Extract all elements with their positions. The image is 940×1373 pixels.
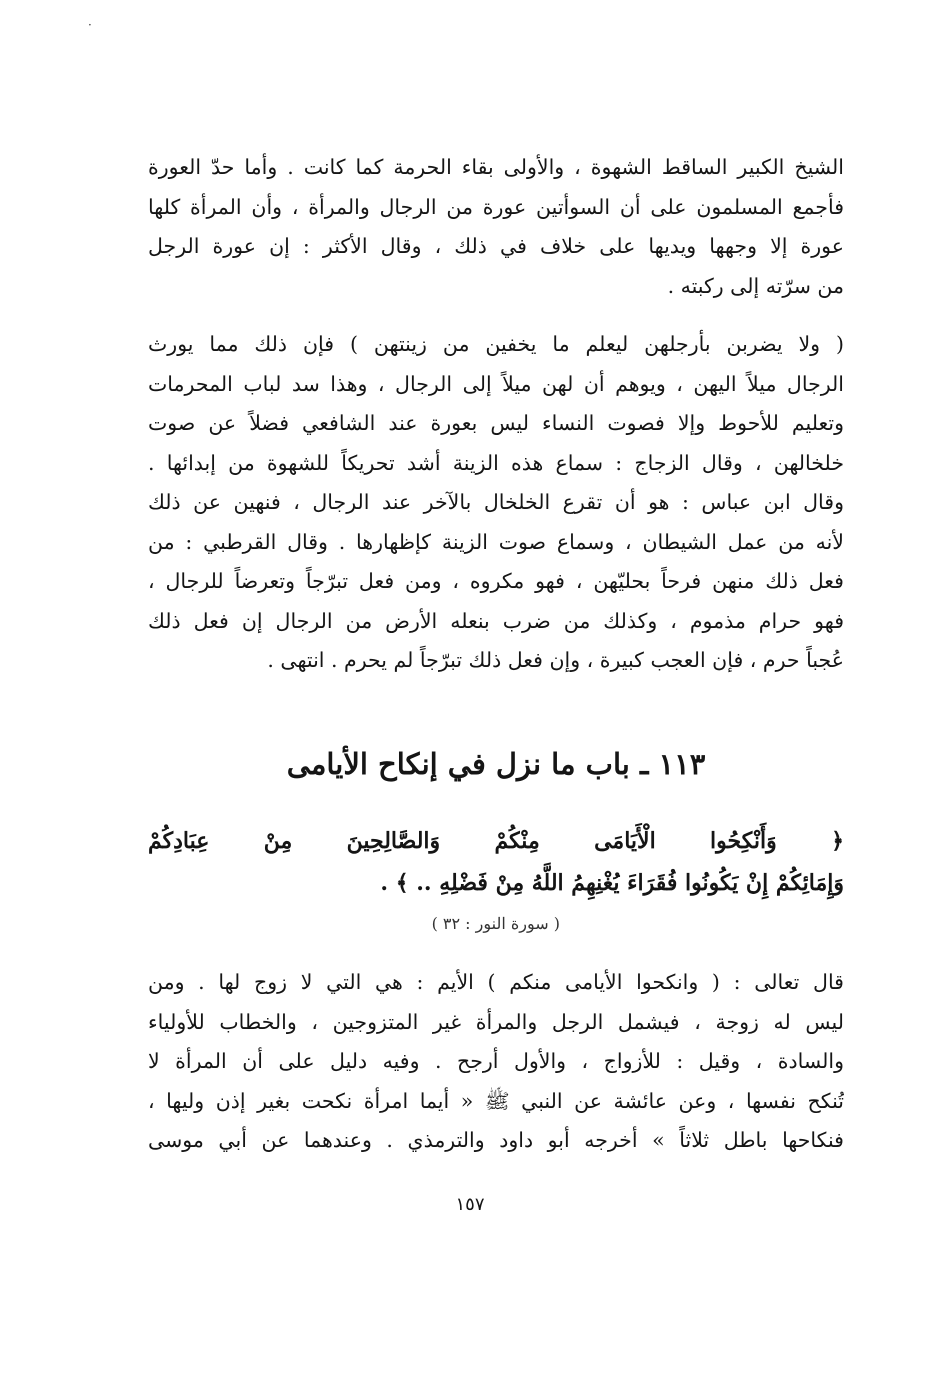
text-line: خلخالهن ، وقال الزجاج : سماع هذه الزينة أشد تحريكاً للشهوة من إبدائها . (148, 450, 844, 475)
text-line: عُجباً حرم ، فإن العجب كبيرة ، وإن فعل ذلك تبرّجاً لم يحرم . انتهى . (267, 648, 844, 672)
text-line: من سرّته إلى ركبته . (667, 273, 844, 298)
text-line: لأنه من عمل الشيطان ، وسماع صوت الزينة كإظهارها . وقال القرطبي : من (148, 529, 844, 554)
quran-verse (148, 820, 844, 904)
text-line: فعل ذلك منهن فرحاً بحليّهن ، فهو مكروه ، ومن فعل تبرّجاً وتعرضاً للرجال ، (148, 569, 844, 593)
chapter-heading: ١١٣ ـ باب ما نزل في إنكاح الأيامى (286, 747, 706, 781)
text-line: ليس له زوجة ، فيشمل الرجل والمرأة غير المتزوجين ، والخطاب للأولياء (148, 1009, 844, 1034)
text-line: تُنكح نفسها ، وعن عائشة عن النبي ﷺ « أيما امرأة نكحت بغير إذن وليها ، (148, 1088, 844, 1113)
text-line: فأجمع المسلمون على أن السوأتين عورة من الرجال والمرأة ، وأن المرأة كلها (148, 194, 844, 219)
text-line: وقال ابن عباس : هو أن تقرع الخلخال بالآخر عند الرجال ، فنهين عن ذلك (148, 490, 844, 514)
paragraph-adornment (148, 325, 844, 681)
text-line: قال تعالى : ( وانكحوا الأيامى منكم ) الأيم : هي التي لا زوج لها . ومن (148, 970, 844, 994)
text-line: وتعليم للأحوط وإلا فصوت النساء ليس بعورة عند الشافعي فضلاً عن صوت (148, 411, 844, 435)
text-line: الرجال ميلاً اليهن ، ويوهم أن لهن ميلاً إلى الرجال ، وهذا سد لباب المحرمات (148, 371, 844, 396)
text-line: عورة إلا وجهها ويديها على خلاف في ذلك ، وقال الأكثر : إن عورة الرجل (148, 234, 844, 258)
paragraph-awrah (148, 148, 844, 306)
text-line: الشيخ الكبير الساقط الشهوة ، والأولى بقاء الحرمة كما كانت . وأما حدّ العورة (148, 155, 844, 179)
text-line: والسادة ، وقيل : للأزواج ، والأول أرجح . وفيه دليل على أن المرأة لا (148, 1049, 844, 1073)
verse-reference: ( سورة النور : ٣٢ ) (431, 914, 560, 933)
verse-line: وَإِمَائِكُمْ إِنْ يَكُونُوا فُقَرَاءَ يُغْنِهِمُ اللَّهُ مِنْ فَضْلِهِ .. ﴾ . (380, 870, 844, 896)
text-line: ( ولا يضربن بأرجلهن ليعلم ما يخفين من زينتهن ) فإن ذلك مما يورث (148, 332, 844, 356)
paragraph-commentary (148, 963, 844, 1161)
verse-line: ﴿ وَأَنْكِحُوا الْأَيَامَى مِنْكُمْ وَالصَّالِحِينَ مِنْ عِبَادِكُمْ (148, 828, 844, 854)
page-number: ١٥٧ (455, 1194, 485, 1215)
corner-mark: · (88, 18, 92, 32)
text-line: فهو حرام مذموم ، وكذلك من ضرب بنعله الأرض من الرجال إن فعل ذلك (148, 608, 844, 633)
text-line: فنكاحها باطل ثلاثاً » أخرجه أبو داود والترمذي . وعندهما عن أبي موسى (148, 1128, 844, 1152)
